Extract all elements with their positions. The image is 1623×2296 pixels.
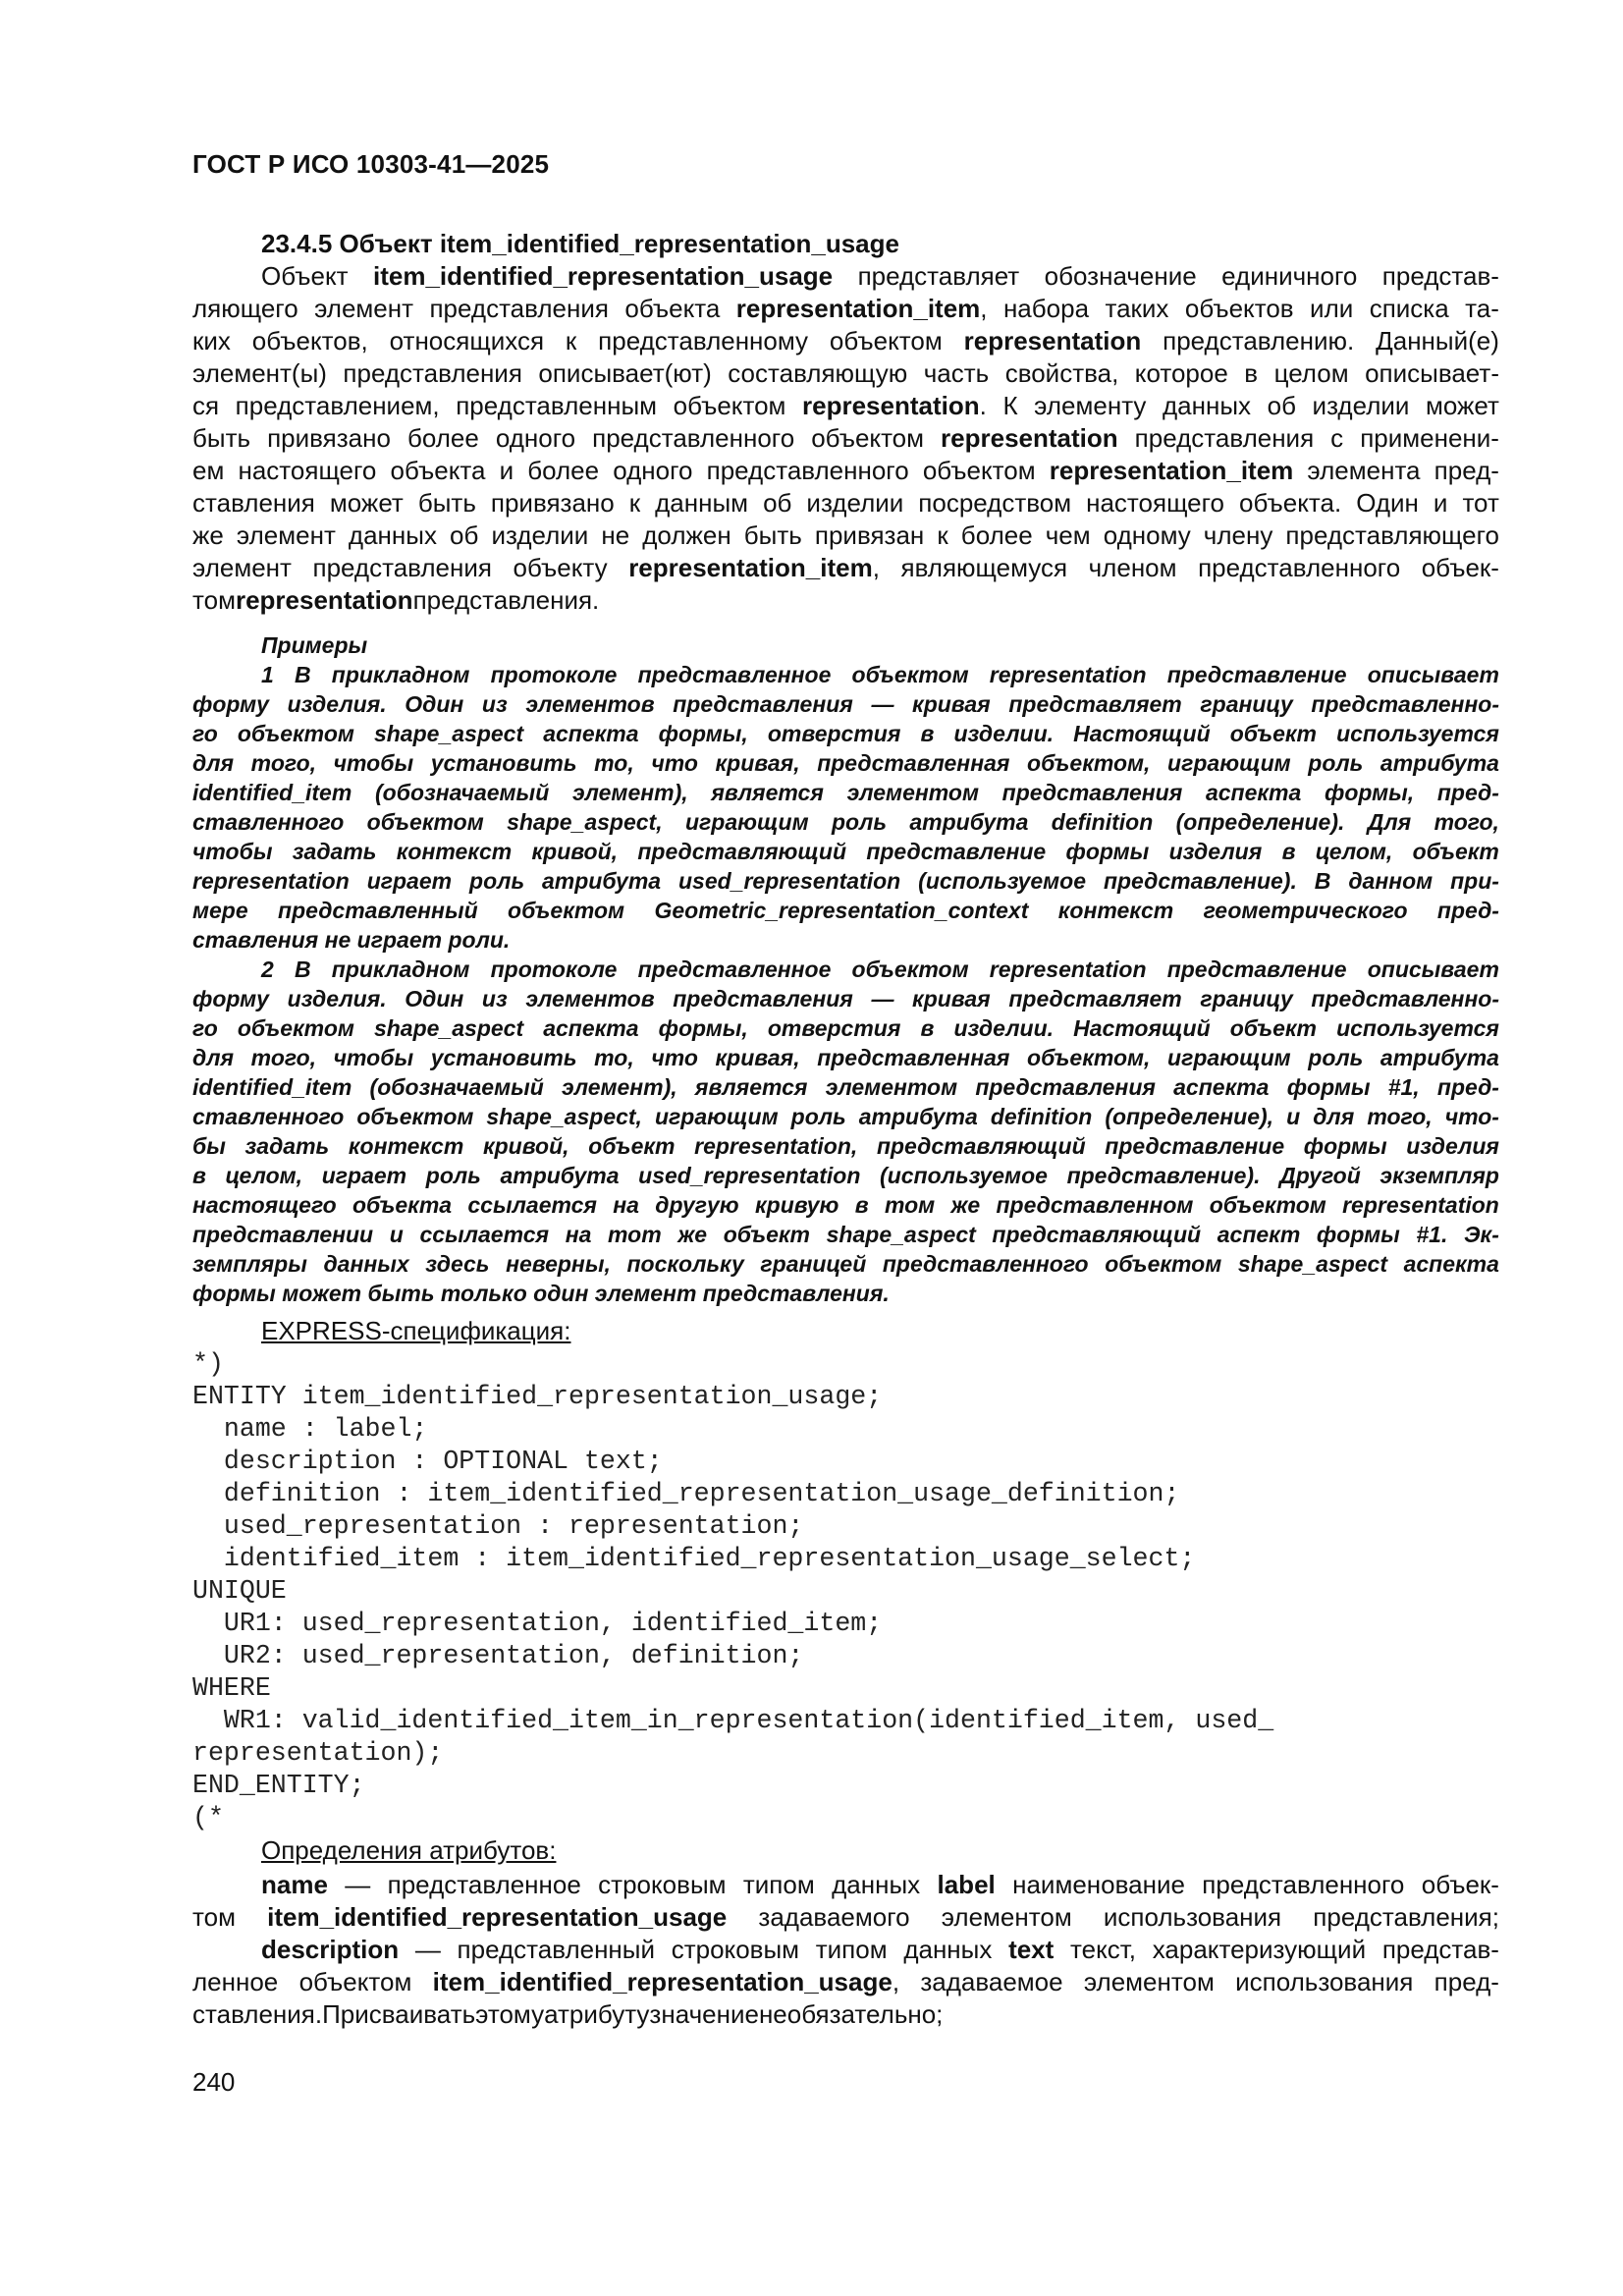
code-line: WR1: valid_identified_item_in_representation(identified_item, used_ — [192, 1706, 1274, 1735]
section-paragraph-line: элемент представления объекту representation_item, являющемуся членом представленного объек- — [192, 553, 1499, 582]
code-line: identified_item : item_identified_representation_usage_select; — [192, 1544, 1196, 1573]
code-line: WHERE — [192, 1673, 271, 1703]
code-line: used_representation : representation; — [192, 1511, 804, 1541]
code-line: UR2: used_representation, definition; — [192, 1641, 804, 1670]
section-title: 23.4.5 Объект item_identified_representation_usage — [261, 229, 899, 258]
express-code-block — [192, 1348, 1273, 1834]
code-line: description : OPTIONAL text; — [192, 1447, 663, 1476]
section-paragraph-line: ем настоящего объекта и более одного представленного объектом representation_item элемента пред- — [192, 456, 1499, 485]
section-body — [192, 228, 1499, 617]
section-paragraph-line: ких объектов, относящихся к представленному объектом representation представлению. Данный(е) — [192, 326, 1499, 355]
code-line: definition : item_identified_representation_usage_definition; — [192, 1479, 1180, 1508]
example-line: 1 В прикладном протоколе представленное объектом representation представление описывает — [261, 662, 1499, 687]
express-spec-label: EXPRESS-спецификация: — [261, 1316, 571, 1345]
example-line: мере представленный объектом Geometric_representation_context контекст геометрического пред- — [192, 898, 1499, 923]
code-line: representation); — [192, 1738, 444, 1768]
example-line: форму изделия. Один из элементов представления — кривая представляет границу представленно- — [192, 986, 1499, 1011]
section-paragraph-line: Объект item_identified_representation_usage представляет обозначение единичного представ- — [261, 261, 1499, 291]
example-line: форму изделия. Один из элементов представления — кривая представляет границу представленно- — [192, 691, 1499, 717]
definition-line: ставления. Присваивать этому атрибуту значение не обязательно; — [192, 1999, 944, 2029]
section-paragraph-line: элемент(ы) представления описывает(ют) составляющую часть свойства, которое в целом описывает- — [192, 358, 1499, 388]
example-line: го объектом shape_aspect аспекта формы, отверстия в изделии. Настоящий объект используется — [192, 1015, 1499, 1041]
code-line: (* — [192, 1803, 224, 1832]
example-line: земпляры данных здесь неверны, поскольку границей представленного объектом shape_aspect аспекта — [192, 1251, 1499, 1277]
example-line: для того, чтобы установить то, что кривая, представленная объектом, играющим роль атрибута — [192, 1045, 1499, 1070]
example-line: 2 В прикладном протоколе представленное объектом representation представление описывает — [261, 957, 1499, 982]
section-paragraph-line: том representation представления. — [192, 585, 600, 615]
code-line: name : label; — [192, 1414, 428, 1444]
examples-heading: Примеры — [261, 632, 368, 658]
section-paragraph-line: ставления может быть привязано к данным об изделии посредством настоящего объекта. Один и тот — [192, 488, 1499, 518]
example-line: representation играет роль атрибута used_representation (используемое представление). В данном при- — [192, 868, 1499, 894]
code-line: UR1: used_representation, identified_item; — [192, 1609, 883, 1638]
example-line: в целом, играет роль атрибута used_representation (используемое представление). Другой экземпляр — [192, 1163, 1499, 1188]
example-line: для того, чтобы установить то, что кривая, представленная объектом, играющим роль атрибута — [192, 750, 1499, 776]
code-line: ENTITY item_identified_representation_usage; — [192, 1382, 883, 1411]
example-line: бы задать контекст кривой, объект representation, представляющий представление формы изделия — [192, 1133, 1499, 1159]
example-line: identified_item (обозначаемый элемент), является элементом представления аспекта формы, пред- — [192, 780, 1499, 805]
examples-text — [192, 660, 1499, 1308]
attribute-definitions-label: Определения атрибутов: — [261, 1835, 557, 1865]
examples-block — [192, 630, 1499, 1308]
definition-line: ленное объектом item_identified_representation_usage, задаваемое элементом использования пред- — [192, 1967, 1499, 1996]
example-line: ставления не играет роли. — [192, 927, 511, 953]
example-line: ставленного объектом shape_aspect, играющим роль атрибута definition (определение), и для того, что- — [192, 1104, 1499, 1129]
definition-line: том item_identified_representation_usage задаваемого элементом использования представления; — [192, 1902, 1499, 1932]
section-paragraph-line: быть привязано более одного представленного объектом representation представления с применени- — [192, 423, 1499, 453]
attribute-definitions — [192, 1869, 1499, 2031]
example-line: го объектом shape_aspect аспекта формы, отверстия в изделии. Настоящий объект используется — [192, 721, 1499, 746]
example-line: формы может быть только один элемент представления. — [192, 1281, 890, 1306]
code-line: END_ENTITY; — [192, 1771, 365, 1800]
example-line: настоящего объекта ссылается на другую кривую в том же представленном объектом representation — [192, 1192, 1499, 1218]
page-number: 240 — [192, 2067, 236, 2097]
section-paragraph-line: ся представлением, представленным объектом representation. К элементу данных об изделии может — [192, 391, 1499, 420]
example-line: ставленного объектом shape_aspect, играющим роль атрибута definition (определение). Для того, — [192, 809, 1499, 835]
example-line: чтобы задать контекст кривой, представляющий представление формы изделия в целом, объект — [192, 839, 1499, 864]
document-code-header: ГОСТ Р ИСО 10303-41—2025 — [192, 149, 550, 179]
example-line: identified_item (обозначаемый элемент), является элементом представления аспекта формы #1, пред- — [192, 1074, 1499, 1100]
code-line: *) — [192, 1349, 224, 1379]
definition-line: description — представленный строковым типом данных text текст, характеризующий представ- — [261, 1935, 1499, 1964]
definition-line: name — представленное строковым типом данных label наименование представленного объек- — [261, 1870, 1499, 1899]
section-paragraph-line: же элемент данных об изделии не должен быть привязан к более чем одному члену представляющего — [192, 520, 1499, 550]
code-line: UNIQUE — [192, 1576, 287, 1606]
section-paragraph — [192, 260, 1499, 617]
example-line: представлении и ссылается на тот же объект shape_aspect представляющий аспект формы #1. Эк- — [192, 1222, 1499, 1247]
section-paragraph-line: ляющего элемент представления объекта representation_item, набора таких объектов или списка та- — [192, 294, 1499, 323]
